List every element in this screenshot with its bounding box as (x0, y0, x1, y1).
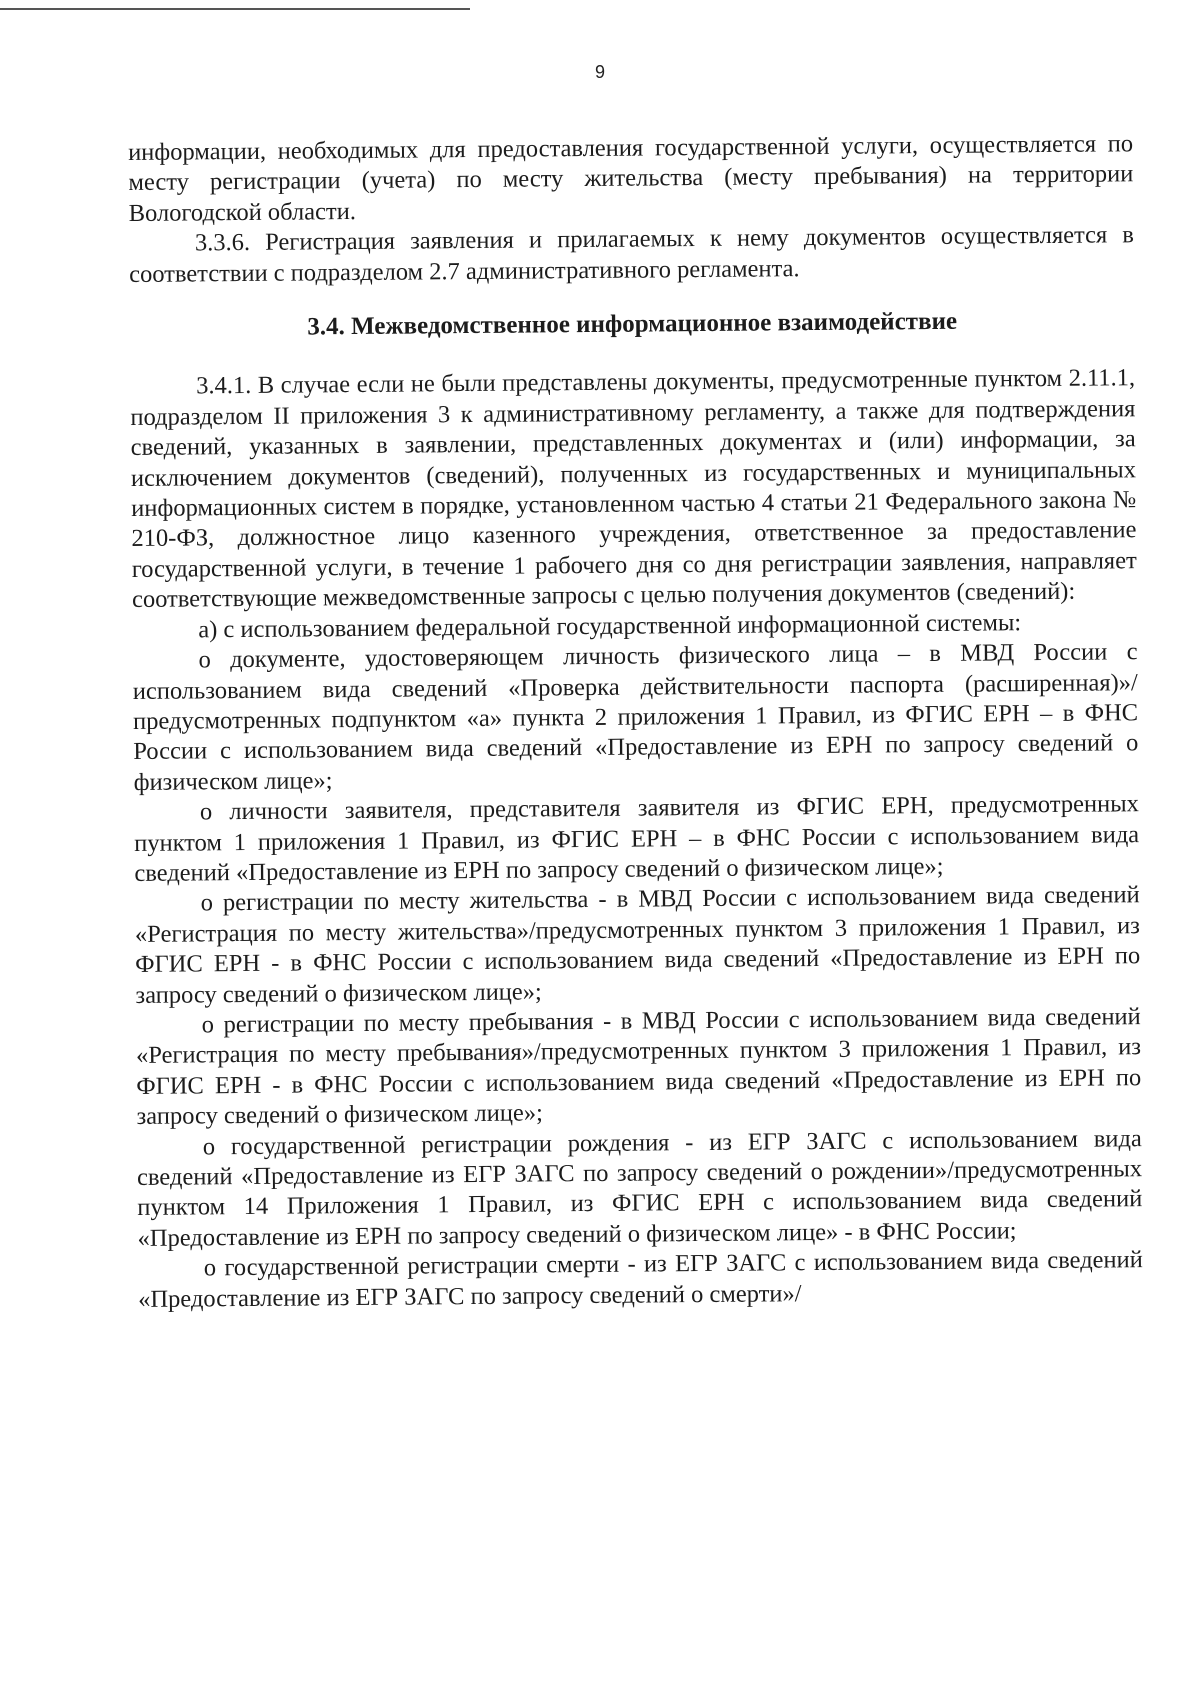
paragraph-3-4-1: 3.4.1. В случае если не были представлены документы, предусмотренные пунктом 2.11.1, подразделом II приложения 3 к административному регламенту, а также для подтверждения сведений, указанных в заявлении, представленных документах и (или) информации, за исключением документов (сведений), полученных из государственных и муниципальных информационных систем в порядке, установленном частью 4 статьи 21 Федерального закона № 210-ФЗ, должностное лицо казенного учреждения, ответственное за предоставление государственной услуги, в течение 1 рабочего дня со дня регистрации заявления, направляет соответствующие межведомственные запросы с целью получения документов (сведений): (130, 364, 1137, 614)
document-body (128, 129, 1143, 1315)
paragraph-continuation: информации, необходимых для предоставления государственной услуги, осуществляется по месту регистрации (учета) по месту жительства (месту пребывания) на территории Вологодской области. (128, 130, 1134, 227)
paragraph-death-registration: о государственной регистрации смерти - из ЕГР ЗАГС с использованием вида сведений «Предоставление из ЕГР ЗАГС по запросу сведений о смерти»/ (138, 1246, 1143, 1313)
paragraph-item-a: а) с использованием федеральной государственной информационной системы: (198, 608, 1022, 644)
paragraph-stay-registration: о регистрации по месту пребывания - в МВД России с использованием вида сведений «Регистрация по месту пребывания»/предусмотренных пунктом 3 приложения 1 Правил, из ФГИС ЕРН - в ФНС России с использованием вида сведений «Предоставление из ЕРН по запросу сведений о физическом лице»; (135, 1003, 1142, 1131)
paragraph-3-3-6: 3.3.6. Регистрация заявления и прилагаемых к нему документов осуществляется в соответствии с подразделом 2.7 административного регламента. (129, 221, 1135, 288)
page-number: 9 (594, 62, 605, 82)
section-heading: 3.4. Межведомственное информационное взаимодействие (307, 307, 958, 341)
paragraph-identity-document: о документе, удостоверяющем личность физического лица – в МВД России с использованием вида сведений «Проверка действительности паспорта (расширенная)»/предусмотренных подпунктом «а» пункта 2 приложения 1 Правил, из ФГИС ЕРН – в ФНС России с использованием вида сведений «Предоставление из ЕРН по запросу сведений о физическом лице»; (132, 638, 1139, 796)
paragraph-applicant-identity: о личности заявителя, представителя заявителя из ФГИС ЕРН, предусмотренных пунктом 1 приложения 1 Правил, из ФГИС ЕРН – в ФНС России с использованием вида сведений «Предоставление из ЕРН по запросу сведений о физическом лице»; (134, 790, 1140, 887)
top-scan-rule (0, 8, 470, 10)
paragraph-birth-registration: о государственной регистрации рождения - из ЕГР ЗАГС с использованием вида сведений «Предоставление из ЕГР ЗАГС по запросу сведений о рождении»/предусмотренных пунктом 14 Приложения 1 Правил, из ФГИС ЕРН с использованием вида сведений «Предоставление из ЕРН по запросу сведений о физическом лице» - в ФНС России; (136, 1124, 1143, 1252)
paragraph-residence-registration: о регистрации по месту жительства - в МВД России с использованием вида сведений «Регистрация по месту жительства»/предусмотренных пунктом 3 приложения 1 Правил, из ФГИС ЕРН - в ФНС России с использованием вида сведений «Предоставление из ЕРН по запросу сведений о физическом лице»; (134, 881, 1141, 1009)
